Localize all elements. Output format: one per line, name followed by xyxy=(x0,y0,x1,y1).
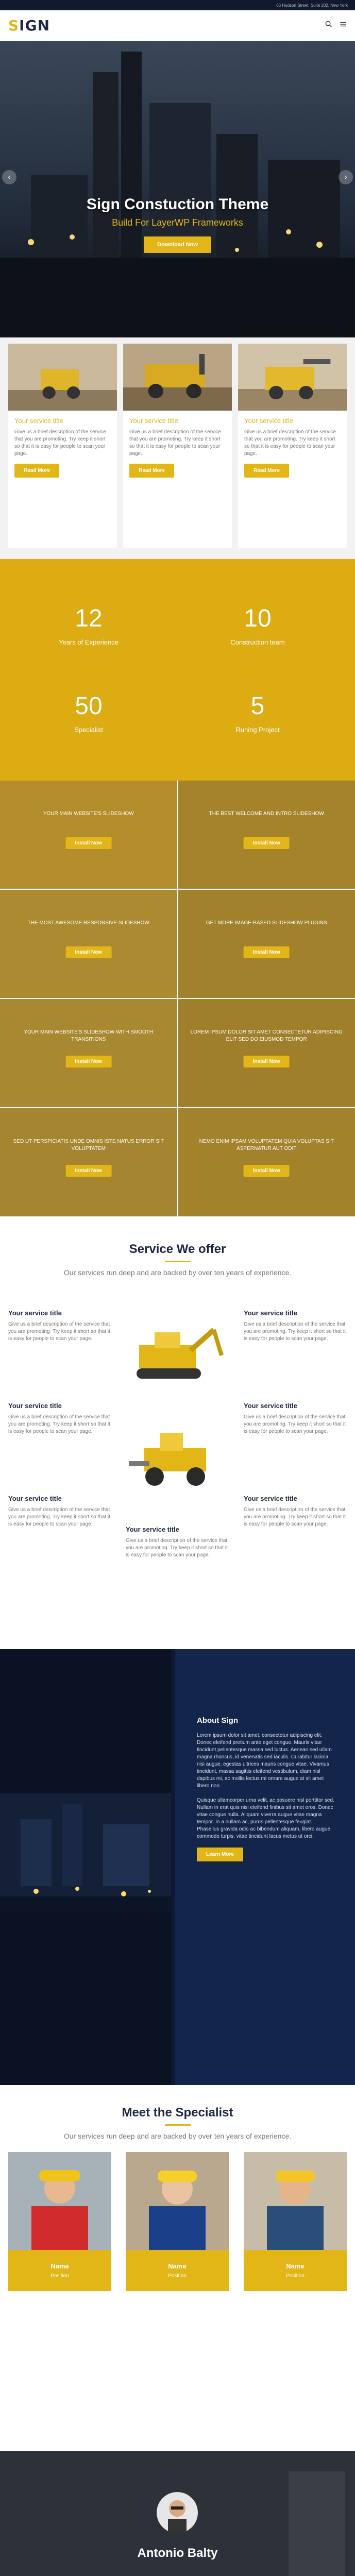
slider-next-button[interactable]: › xyxy=(339,170,353,184)
offer-title: Service We offer xyxy=(129,1242,226,1256)
counter-label: Years of Experience xyxy=(59,638,119,646)
hero-slider xyxy=(0,41,355,337)
counter-value: 5 xyxy=(250,692,265,720)
banner-tile xyxy=(0,781,177,889)
banner-button[interactable]: Install Now xyxy=(65,837,111,849)
service-card-image xyxy=(123,344,232,411)
banner-button[interactable]: Install Now xyxy=(65,1165,111,1177)
offer-item-text: Give us a brief description of the service that you are promoting. Try keep it short so that it is easy for people to scan your page. xyxy=(244,1507,346,1527)
hero-download-button[interactable]: Download Now xyxy=(144,236,211,253)
specialist-role: Position xyxy=(286,2273,305,2279)
counter xyxy=(11,692,166,734)
banner-tile xyxy=(0,1108,177,1216)
hero-subtitle: Build For LayerWP Frameworks xyxy=(112,217,243,228)
menu-icon[interactable] xyxy=(340,21,347,30)
offer-item-title: Your service title xyxy=(244,1495,297,1502)
counter-label: Specialist xyxy=(74,726,103,734)
about-paragraph: Lorem ipsum dolor sit amet, consectetur adipiscing elit. Donec eleifend pretium ante eget congue. Mauris vitae tincidunt pellentesque massa sed luctus. Aenean sed ullam magna rhoncus, id venenatis sed iaculis. Curabitur lacinia nisi augue, egestas ultrices mauris congue vitae. Vivamus tincidunt, massa sagittis eleifend vestibulum, diam nisl dapibus mi, ac mollis lectus mi ornare augue at sit amet libero non. xyxy=(197,1733,332,1789)
site-logo[interactable] xyxy=(8,17,50,34)
testimonial-name: Antonio Balty xyxy=(137,2546,218,2560)
about-section xyxy=(0,1649,355,2085)
banner-text: THE MOST AWESOME RESPONSIVE SLIDESHOW xyxy=(27,920,149,926)
offer-item-title: Your service title xyxy=(8,1309,62,1317)
service-card-text: Give us a brief description of the service that you are promoting. Try keep it short so that it is easy for people to scan your page. xyxy=(129,429,221,456)
banner-tile xyxy=(178,1108,355,1216)
counter xyxy=(180,692,335,734)
counter-label: Construction team xyxy=(230,638,285,646)
service-card-title: Your service title xyxy=(129,417,178,425)
offer-item-title: Your service title xyxy=(244,1309,297,1317)
banner-text: THE BEST WELCOME AND INTRO SLIDESHOW xyxy=(209,811,324,817)
banner-text: NEMO ENIM IPSAM VOLUPTATEM QUIA VOLUPTAS SIT ASPERNATUR AUT ODIT xyxy=(199,1139,334,1151)
offer-item-text: Give us a brief description of the service that you are promoting. Try keep it short so that it is easy for people to scan your page. xyxy=(126,1538,228,1558)
offer-item-text: Give us a brief description of the service that you are promoting. Try keep it short so that it is easy for people to scan your page. xyxy=(244,1414,346,1434)
banner-text: LOREM IPSUM DOLOR SIT AMET CONSECTETUR ADIPISCING ELIT SED DO EIUSMOD TEMPOR xyxy=(190,1029,343,1042)
banner-button[interactable]: Install Now xyxy=(65,1056,111,1067)
offer-item-text: Give us a brief description of the service that you are promoting. Try keep it short so that it is easy for people to scan your page. xyxy=(8,1321,110,1342)
offer-item xyxy=(126,1526,229,1559)
about-night-image xyxy=(0,1649,171,2085)
banner-button[interactable]: Install Now xyxy=(244,946,290,958)
service-card xyxy=(238,344,347,548)
search-icon[interactable] xyxy=(325,21,332,30)
offer-item xyxy=(8,1402,111,1435)
about-paragraph: Quisque ullamcorper urna velit, ac posuere nisl porttitor sed. Nullam in erat quis nisi eleifend finibus sit amet eros. Donec vitae congue nulla. Aliquam viverra augue vitae magna tempor. In a nullam ac, purus pellentesque feugiat. Phasellus gravida odio ac bibendum aliquam, libero augue commodo turpis, vitae tincidunt lacus metus ut orci. xyxy=(197,1798,334,1839)
specialist-role: Position xyxy=(50,2273,69,2279)
services-offer-section xyxy=(0,1216,355,1649)
offer-item-text: Give us a brief description of the service that you are promoting. Try keep it short so that it is easy for people to scan your page. xyxy=(8,1414,110,1434)
counter-value: 10 xyxy=(244,605,272,632)
title-underline xyxy=(165,1261,191,1262)
read-more-button[interactable]: Read More xyxy=(129,464,174,478)
specialist-card xyxy=(126,2152,229,2291)
counter xyxy=(11,604,166,646)
service-card-image xyxy=(8,344,117,411)
offer-item xyxy=(244,1402,347,1435)
specialist-name: Name xyxy=(286,2262,305,2270)
about-title: About Sign xyxy=(197,1716,238,1725)
counter xyxy=(180,604,335,646)
testimonial-avatar xyxy=(157,2492,198,2533)
service-card-title: Your service title xyxy=(14,417,63,425)
banner-button[interactable]: Install Now xyxy=(244,1056,290,1067)
service-card xyxy=(123,344,232,548)
banner-button[interactable]: Install Now xyxy=(65,946,111,958)
banner-text: YOUR MAIN WEBSITE'S SLIDESHOW xyxy=(43,811,134,817)
service-card-title: Your service title xyxy=(244,417,293,425)
offer-item xyxy=(244,1309,347,1343)
service-card-image xyxy=(238,344,347,411)
specialist-photo xyxy=(8,2152,111,2250)
specialist-card xyxy=(244,2152,347,2291)
specialist-name: Name xyxy=(50,2262,69,2270)
offer-item xyxy=(244,1495,347,1528)
service-card xyxy=(8,344,117,548)
offer-subtitle: Our services run deep and are backed by over ten years of experience. xyxy=(63,1268,292,1277)
learn-more-button[interactable]: Learn More xyxy=(197,1848,243,1861)
banner-grid xyxy=(0,781,355,1216)
hero-background xyxy=(0,41,355,337)
banner-button[interactable]: Install Now xyxy=(244,837,290,849)
banner-tile xyxy=(178,890,355,998)
banner-text: GET MORE IMAGE-BASED SLIDESHOW PLUGINS xyxy=(206,920,327,926)
read-more-button[interactable]: Read More xyxy=(244,464,289,478)
counter-value: 12 xyxy=(75,605,103,632)
specialist-card xyxy=(8,2152,111,2291)
top-address: 66 Hudson Street, Suite 202, New York xyxy=(276,3,348,8)
specialist-photo xyxy=(244,2152,347,2250)
excavator-image xyxy=(124,1304,227,1386)
service-card-text: Give us a brief description of the service that you are promoting. Try keep it short so that it is easy for people to scan your page. xyxy=(14,429,106,456)
specialist-name: Name xyxy=(168,2262,187,2270)
service-card-text: Give us a brief description of the service that you are promoting. Try keep it short so that it is easy for people to scan your page. xyxy=(244,429,336,456)
read-more-button[interactable]: Read More xyxy=(14,464,59,478)
offer-item xyxy=(8,1495,111,1528)
counter-value: 50 xyxy=(75,692,103,720)
counter-label: Runing Project xyxy=(235,726,280,734)
banner-tile xyxy=(178,781,355,889)
site-header xyxy=(0,10,355,41)
offer-item-text: Give us a brief description of the service that you are promoting. Try keep it short so that it is easy for people to scan your page. xyxy=(244,1321,346,1342)
testimonial-section xyxy=(0,2451,355,2576)
offer-item-title: Your service title xyxy=(8,1495,62,1502)
specialist-role: Position xyxy=(168,2273,187,2279)
top-bar xyxy=(0,0,355,10)
specialists-title: Meet the Specialist xyxy=(122,2106,233,2120)
banner-text: YOUR MAIN WEBSITE'S SLIDESHOW WITH SMOOTH TRANSITIONS xyxy=(24,1029,154,1042)
banner-text: SED UT PERSPICIATIS UNDE OMNIS ISTE NATUS ERROR SIT VOLUPTATEM xyxy=(13,1139,164,1151)
logo-text: IGN xyxy=(19,17,50,34)
banner-tile xyxy=(178,999,355,1107)
offer-item-title: Your service title xyxy=(8,1402,62,1410)
title-underline xyxy=(165,2124,191,2126)
offer-item-title: Your service title xyxy=(126,1526,179,1533)
specialists-section xyxy=(0,2085,355,2451)
slider-prev-button[interactable]: ‹ xyxy=(2,170,16,184)
counters-section xyxy=(0,559,355,781)
offer-item-text: Give us a brief description of the service that you are promoting. Try keep it short so that it is easy for people to scan your page. xyxy=(8,1507,110,1527)
offer-item xyxy=(8,1309,111,1343)
specialist-photo xyxy=(126,2152,229,2250)
offer-item-title: Your service title xyxy=(244,1402,297,1410)
service-cards xyxy=(0,337,355,559)
banner-tile xyxy=(0,999,177,1107)
hero-title: Sign Constuction Theme xyxy=(86,196,269,213)
specialists-subtitle: Our services run deep and are backed by over ten years of experience. xyxy=(63,2132,292,2140)
logo-letter: S xyxy=(8,17,20,34)
grader-image xyxy=(124,1412,227,1495)
banner-tile xyxy=(0,890,177,998)
banner-button[interactable]: Install Now xyxy=(244,1165,290,1177)
